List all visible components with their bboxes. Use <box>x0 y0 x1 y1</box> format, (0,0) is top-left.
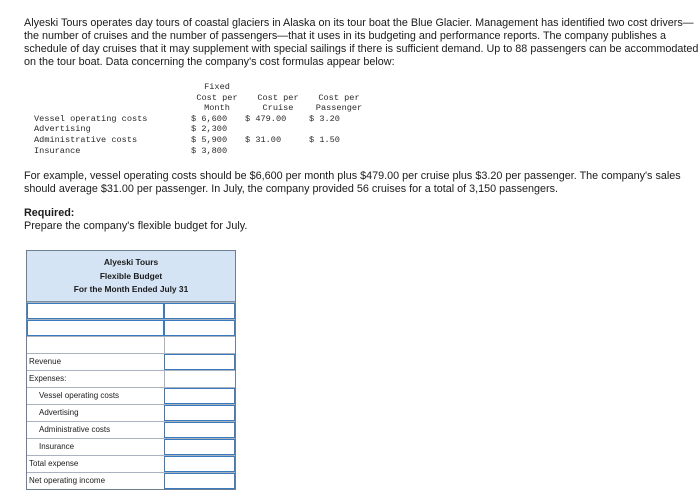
cost-row-fixed: $ 5,900 <box>191 134 228 145</box>
cost-row-passenger: $ 3.20 <box>309 113 340 124</box>
vessel-input[interactable] <box>164 388 235 404</box>
budget-blank-label-input[interactable] <box>27 320 164 336</box>
net-income-input[interactable] <box>164 473 235 489</box>
problem-intro: Alyeski Tours operates day tours of coastal glaciers in Alaska on its tour boat the Blue Glacier. Management has identified two cost drivers—the number of cruises and the number of passengers—that it uses in its budgeting and performance reports. The company publishes a schedule of day cruises that it may supplement with special sailings if there is sufficient demand. Up to 88 passengers can be accommodated on the tour boat. Data concerning the company's cost formulas appear below: <box>24 17 699 68</box>
header-passenger-line3: Passenger <box>315 103 363 114</box>
budget-row-vessel <box>27 387 235 404</box>
header-fixed-line2: Cost per <box>196 92 238 103</box>
header-cruise-line2: Cost per <box>257 92 299 103</box>
cost-row-label: Administrative costs <box>34 134 138 145</box>
budget-row-insurance <box>27 438 235 455</box>
advertising-label: Advertising <box>39 408 79 417</box>
cost-row-label: Insurance <box>34 145 81 156</box>
required-heading: Required: <box>24 207 75 219</box>
advertising-input[interactable] <box>164 405 235 421</box>
cost-row-fixed: $ 6,600 <box>191 113 228 124</box>
budget-title: Flexible Budget <box>99 270 163 281</box>
budget-row-advertising <box>27 404 235 421</box>
header-passenger-line2: Cost per <box>318 92 360 103</box>
admin-input[interactable] <box>164 422 235 438</box>
example-paragraph: For example, vessel operating costs should be $6,600 per month plus $479.00 per cruise plus $3.20 per passenger. The company's sales should average $31.00 per passenger. In July, the company provided 56 cruises for a total of 3,150 passengers. <box>24 170 681 195</box>
budget-header <box>27 251 235 302</box>
total-expense-input[interactable] <box>164 456 235 472</box>
budget-company-name: Alyeski Tours <box>103 257 159 267</box>
insurance-label: Insurance <box>39 442 75 451</box>
budget-blank-row-1 <box>27 302 235 319</box>
budget-row-net-income <box>27 472 235 489</box>
required-instructions: Prepare the company's flexible budget for July. <box>24 220 248 232</box>
revenue-input[interactable] <box>164 354 235 370</box>
flexible-budget-worksheet <box>26 250 236 490</box>
budget-blank-label-input[interactable] <box>27 303 164 319</box>
cost-row-fixed: $ 2,300 <box>191 124 228 135</box>
budget-blank-value-input[interactable] <box>164 320 235 336</box>
budget-row-total-expense <box>27 455 235 472</box>
budget-spacer-row <box>27 336 235 353</box>
admin-label: Administrative costs <box>39 425 111 434</box>
revenue-label: Revenue <box>29 357 62 366</box>
budget-row-expenses <box>27 370 235 387</box>
header-cruise-line3: Cruise <box>262 103 294 114</box>
cost-row-cruise: $ 31.00 <box>245 134 282 145</box>
budget-blank-value-input[interactable] <box>164 303 235 319</box>
budget-row-admin <box>27 421 235 438</box>
budget-row-revenue <box>27 353 235 370</box>
total-expense-label: Total expense <box>29 459 79 468</box>
header-fixed-line1: Fixed <box>204 82 230 92</box>
budget-period: For the Month Ended July 31 <box>73 284 189 294</box>
cost-row-cruise: $ 479.00 <box>245 113 287 124</box>
insurance-input[interactable] <box>164 439 235 455</box>
net-income-label: Net operating income <box>29 476 106 485</box>
header-fixed-line3: Month <box>204 103 230 114</box>
cost-row-passenger: $ 1.50 <box>309 134 340 145</box>
cost-row-label: Advertising <box>34 124 91 135</box>
vessel-label: Vessel operating costs <box>39 391 120 400</box>
cost-row-label: Vessel operating costs <box>34 113 148 124</box>
expenses-label: Expenses: <box>29 374 67 383</box>
budget-blank-row-2 <box>27 319 235 336</box>
cost-row-fixed: $ 3,800 <box>191 145 228 156</box>
